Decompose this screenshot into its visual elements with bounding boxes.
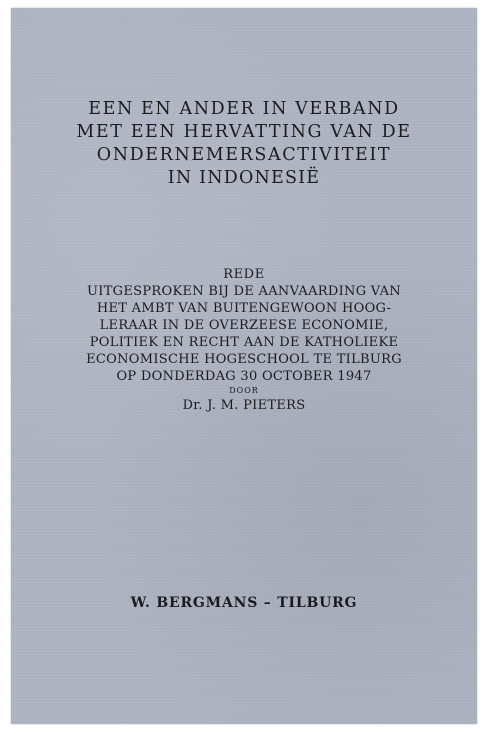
speech-by: DOOR xyxy=(229,386,259,395)
title-line-1: EEN EN ANDER IN VERBAND xyxy=(88,99,400,119)
speech-line-1: UITGESPROKEN BIJ DE AANVAARDING VAN xyxy=(87,284,401,299)
speech-description xyxy=(11,266,477,414)
speech-heading: REDE xyxy=(223,267,265,282)
publisher-imprint: W. BERGMANS – TILBURG xyxy=(130,595,358,611)
speech-line-5: ECONOMISCHE HOGESCHOOL TE TILBURG xyxy=(86,352,402,367)
title-line-3: ONDERNEMERSACTIVITEIT xyxy=(96,145,392,165)
title-line-4: IN INDONESIË xyxy=(167,168,321,188)
title-line-2: MET EEN HERVATTING VAN DE xyxy=(76,122,412,142)
book-title xyxy=(11,98,477,190)
speech-line-3: LERAAR IN DE OVERZEESE ECONOMIE, xyxy=(99,318,389,333)
speech-line-4: POLITIEK EN RECHT AAN DE KATHOLIEKE xyxy=(89,335,399,350)
speech-line-2: HET AMBT VAN BUITENGEWOON HOOG- xyxy=(96,301,392,316)
speech-line-6: OP DONDERDAG 30 OCTOBER 1947 xyxy=(116,369,372,384)
speech-author: Dr. J. M. PIETERS xyxy=(182,398,306,413)
book-cover xyxy=(11,8,477,724)
